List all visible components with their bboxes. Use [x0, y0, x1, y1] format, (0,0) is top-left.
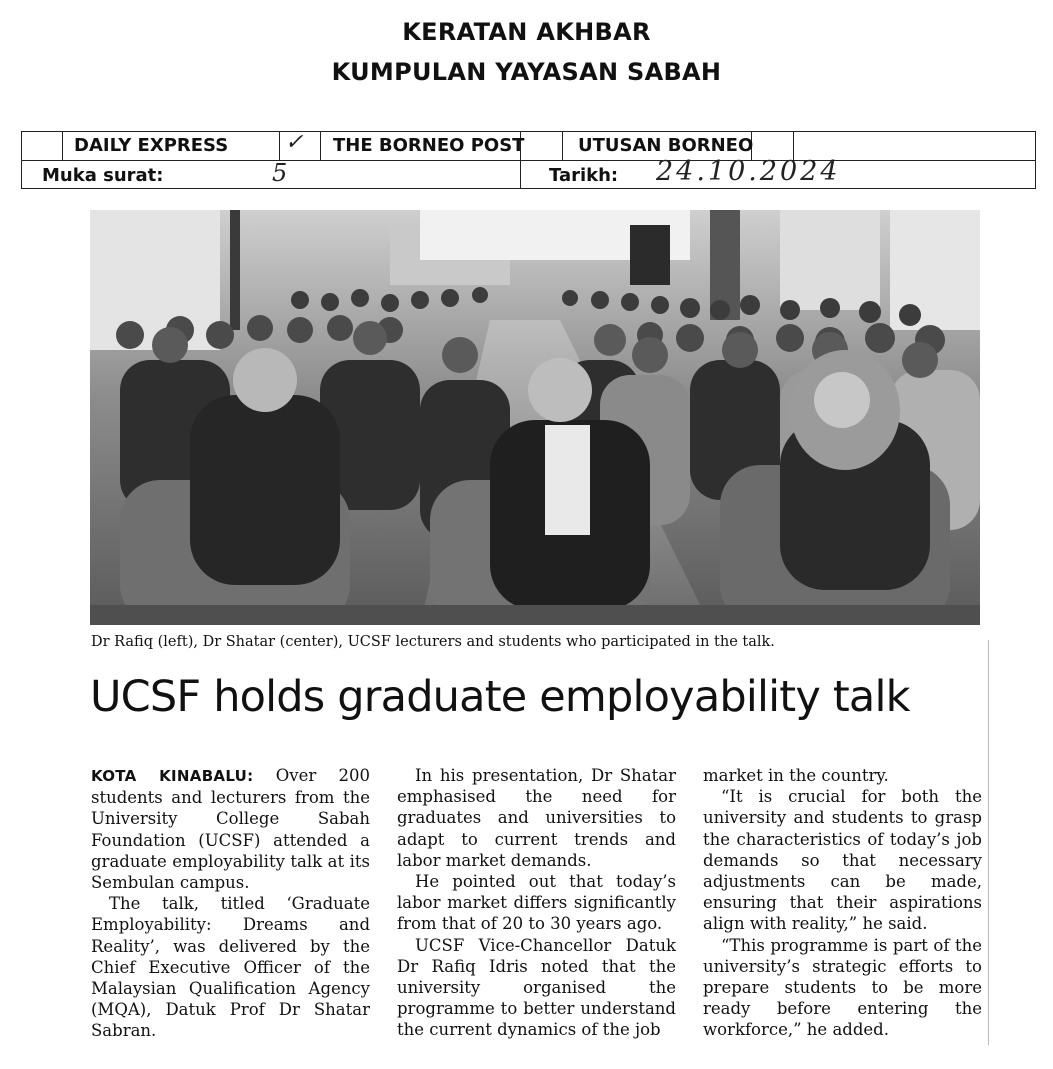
date-label: Tarikh:: [549, 165, 619, 186]
checkmark-icon: ✓: [285, 130, 304, 155]
article-dateline: KOTA KINABALU:: [91, 767, 254, 785]
page-number-handwritten: 5: [272, 159, 288, 187]
article-lead-text: Over 200 students and lecturers from the University College Sabah Foundation (UCSF) attended a graduate employability talk at its Sembulan campus.: [91, 766, 370, 893]
table-divider: [320, 132, 321, 160]
clipping-header-title: KERATAN AKHBAR: [402, 18, 651, 46]
article-column-1: [91, 765, 370, 1042]
article-headline: UCSF holds graduate employability talk: [90, 672, 910, 722]
date-handwritten: 24.10.2024: [656, 156, 841, 187]
paper-daily-express: DAILY EXPRESS: [74, 135, 229, 156]
article-paragraph: He pointed out that today’s labor market differs significantly from that of 20 to 30 years ago.: [397, 872, 676, 934]
article-column-3: [703, 765, 982, 1041]
paper-borneo-post: THE BORNEO POST: [333, 135, 525, 156]
article-photo: [90, 210, 980, 625]
table-divider: [62, 132, 63, 160]
article-paragraph: UCSF Vice-Chancellor Datuk Dr Rafiq Idris noted that the university organised the programme to better understand the current dynamics of the job: [397, 935, 676, 1040]
table-divider: [562, 132, 563, 160]
article-paragraph: market in the country.: [703, 766, 889, 785]
paper-utusan-borneo: UTUSAN BORNEO: [578, 135, 754, 156]
source-table: [21, 131, 1036, 189]
article-paragraph: “This programme is part of the university’s strategic efforts to prepare students to be more ready before entering the workforce,” he added.: [703, 935, 982, 1040]
article-paragraph: “It is crucial for both the university and students to grasp the characteristics of today’s job demands so that necessary adjustments can be made, ensuring that their aspirations align with reality,” he said.: [703, 787, 982, 934]
page-label: Muka surat:: [42, 165, 164, 186]
article-paragraph: The talk, titled ‘Graduate Employability: Dreams and Reality’, was delivered by the Chief Executive Officer of the Malaysian Qualification Agency (MQA), Datuk Prof Dr Shatar Sabran.: [91, 894, 370, 1041]
table-row-divider: [22, 160, 1035, 161]
photo-caption: Dr Rafiq (left), Dr Shatar (center), UCSF lecturers and students who participated in the talk.: [91, 634, 775, 650]
clipping-edge: [988, 640, 989, 1045]
clipping-header-subtitle: KUMPULAN YAYASAN SABAH: [331, 58, 722, 86]
article-paragraph: [91, 765, 370, 893]
article-paragraph: In his presentation, Dr Shatar emphasised the need for graduates and universities to adapt to current trends and labor market demands.: [397, 766, 676, 870]
table-divider: [279, 132, 280, 160]
article-column-2: [397, 765, 676, 1041]
